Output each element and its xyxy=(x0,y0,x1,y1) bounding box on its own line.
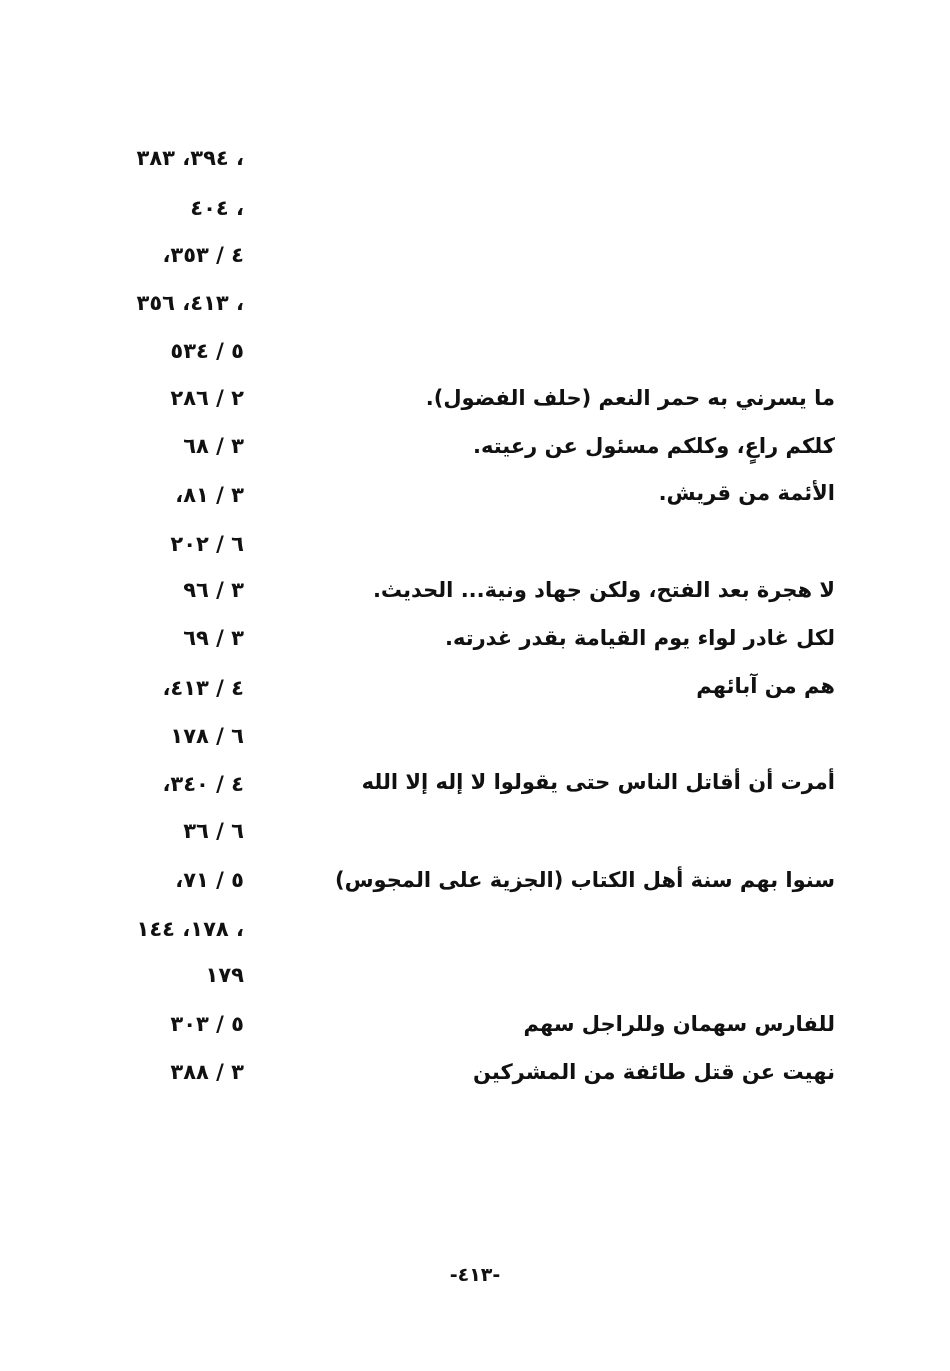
reference-entry: ١٧٩ xyxy=(205,963,244,987)
reference-entry: ٥ / ٥٣٤ xyxy=(170,339,244,363)
reference-entry: ٥ / ٣٠٣ xyxy=(170,1012,244,1036)
reference-entry: ٣ / ٩٦ xyxy=(183,578,244,602)
hadith-text: ما يسرني به حمر النعم (حلف الفضول). xyxy=(425,386,835,410)
reference-entry: ، ٤١٣، ٣٥٦ xyxy=(136,291,244,315)
hadith-text: سنوا بهم سنة أهل الكتاب (الجزية على المجوس) xyxy=(334,868,835,892)
reference-entry: ٤ / ٣٥٣، xyxy=(162,243,244,267)
reference-entry: ، ١٧٨، ١٤٤ xyxy=(136,917,244,941)
hadith-text: هم من آبائهم xyxy=(696,674,835,698)
reference-entry: ٣ / ٦٩ xyxy=(183,626,244,650)
hadith-text: أمرت أن أقاتل الناس حتى يقولوا لا إله إلا الله xyxy=(361,770,835,794)
reference-entry: ٦ / ١٧٨ xyxy=(170,724,244,748)
hadith-text: نهيت عن قتل طائفة من المشركين xyxy=(473,1060,835,1084)
hadith-text: لكل غادر لواء يوم القيامة بقدر غدرته. xyxy=(444,626,835,650)
reference-entry: ٣ / ٦٨ xyxy=(183,434,244,458)
reference-entry: ٢ / ٢٨٦ xyxy=(170,386,244,410)
hadith-text: الأئمة من قريش. xyxy=(658,481,835,505)
reference-entry: ٦ / ٢٠٢ xyxy=(170,532,244,556)
hadith-text: كلكم راعٍ، وكلكم مسئول عن رعيته. xyxy=(472,434,835,458)
reference-entry: ٤ / ٣٤٠، xyxy=(162,772,244,796)
reference-entry: ، ٣٩٤، ٣٨٣ xyxy=(136,146,244,170)
reference-entry: ٣ / ٨١، xyxy=(175,483,244,507)
hadith-text: للفارس سهمان وللراجل سهم xyxy=(523,1012,835,1036)
page-number: -٤١٣- xyxy=(449,1264,501,1286)
reference-entry: ٤ / ٤١٣، xyxy=(162,676,244,700)
reference-entry: ٥ / ٧١، xyxy=(175,868,244,892)
hadith-text: لا هجرة بعد الفتح، ولكن جهاد ونية... الحديث. xyxy=(372,578,835,602)
reference-entry: ، ٤٠٤ xyxy=(190,196,244,220)
reference-entry: ٦ / ٣٦ xyxy=(183,819,244,843)
reference-entry: ٣ / ٣٨٨ xyxy=(170,1060,244,1084)
